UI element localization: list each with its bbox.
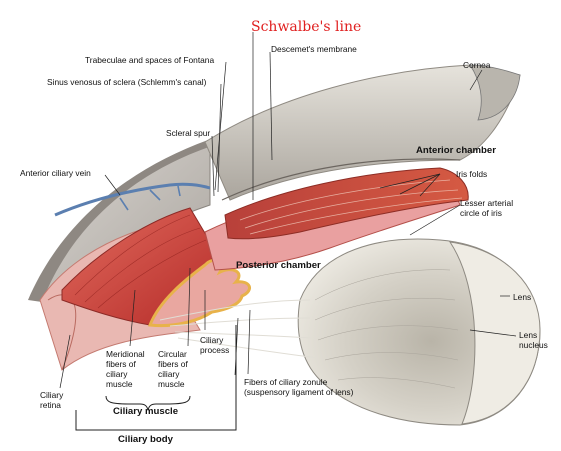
label-ciliary-process: Ciliary process xyxy=(200,335,230,355)
label-anterior-ciliary-vein: Anterior ciliary vein xyxy=(20,168,91,178)
label-lens-nucleus: Lens nucleus xyxy=(519,330,548,350)
label-lens: Lens xyxy=(513,292,532,302)
label-circular-fibers: Circular fibers of ciliary muscle xyxy=(158,349,188,389)
label-ciliary-body: Ciliary body xyxy=(118,434,173,445)
label-posterior-chamber: Posterior chamber xyxy=(236,260,321,271)
label-iris-folds: Iris folds xyxy=(456,169,488,179)
label-fibers-ciliary-zonule: Fibers of ciliary zonule (suspensory ligament of lens) xyxy=(244,377,354,397)
label-trabeculae: Trabeculae and spaces of Fontana xyxy=(85,55,215,65)
label-schlemm: Sinus venosus of sclera (Schlemm's canal) xyxy=(47,77,207,87)
label-anterior-chamber: Anterior chamber xyxy=(416,145,496,156)
label-ciliary-retina: Ciliary retina xyxy=(40,390,64,410)
label-meridional-fibers: Meridional fibers of ciliary muscle xyxy=(106,349,145,389)
title-schwalbes-line: Schwalbe's line xyxy=(251,19,362,35)
label-scleral-spur: Scleral spur xyxy=(166,128,211,138)
label-lesser-arterial-circle: Lesser arterial circle of iris xyxy=(460,198,514,218)
label-cornea: Cornea xyxy=(463,60,491,70)
label-descemet: Descemet's membrane xyxy=(271,44,357,54)
label-ciliary-muscle: Ciliary muscle xyxy=(113,406,179,417)
